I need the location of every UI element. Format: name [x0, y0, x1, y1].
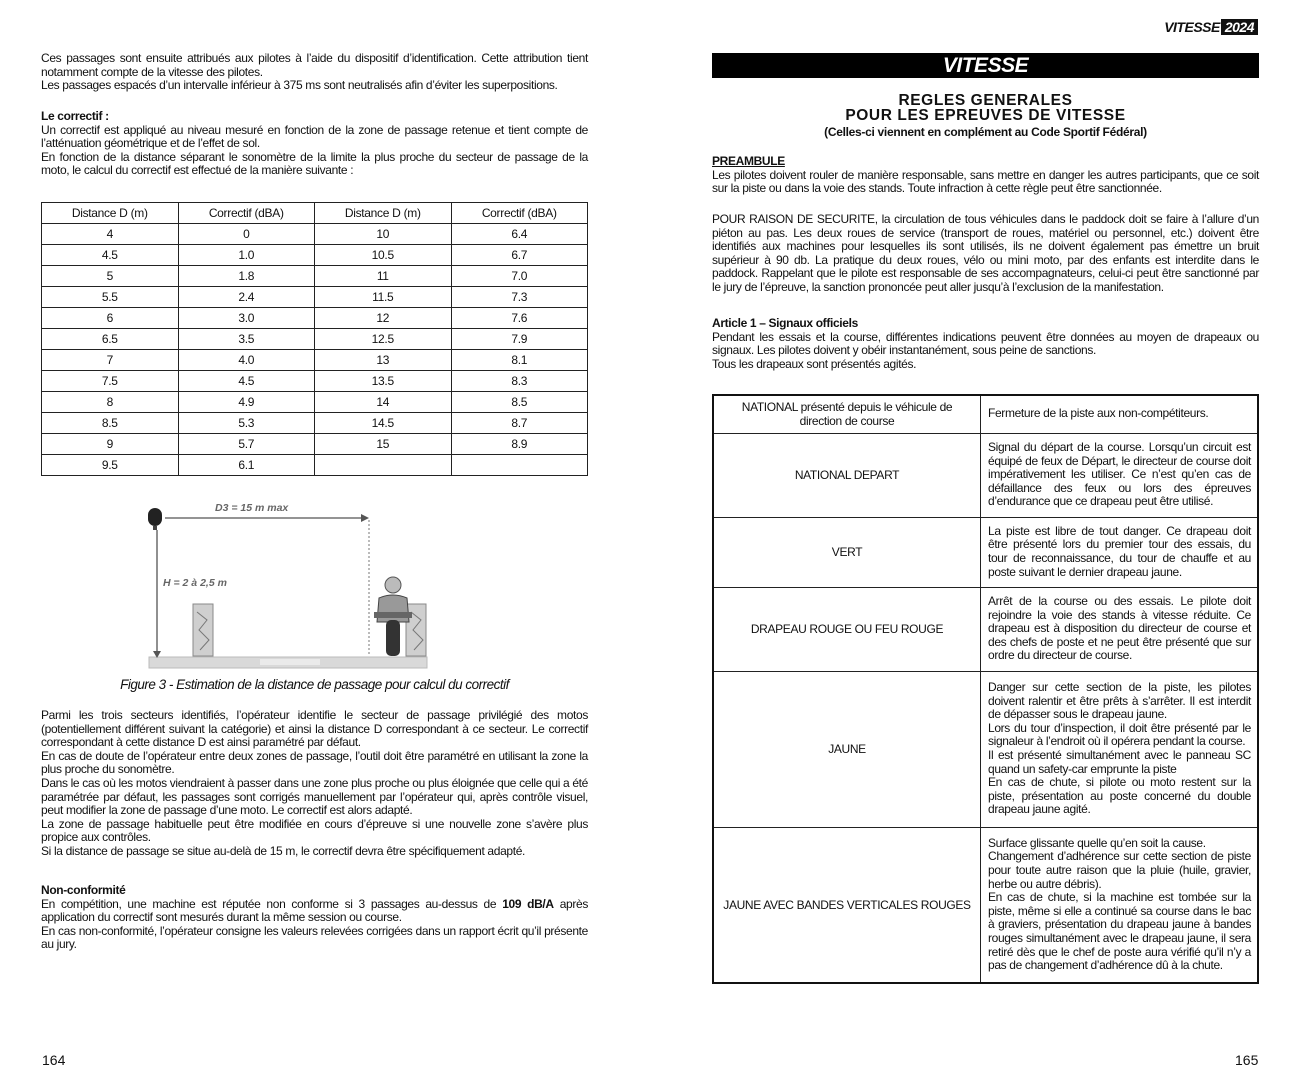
table-row [42, 392, 588, 413]
table-cell: 9.5 [42, 455, 179, 476]
table-cell [315, 455, 452, 476]
intro-paragraph: Les passages espacés d’un intervalle inférieur à 375 ms sont neutralisés afin d’éviter les superpositions. [41, 78, 558, 93]
table-cell: 7.9 [451, 329, 588, 350]
table-row [42, 413, 588, 434]
table-cell: 13.5 [315, 371, 452, 392]
body-paragraph: Dans le cas où les motos viendraient à passer dans une zone plus proche ou plus éloignée que celle qui a été paramétrée par défaut, les passages sont corrigés manuellement par l’opérateur qui, après contrôle visuel, peut modifier la zone de passage d’une moto. Le correctif est alors adapté. [41, 775, 588, 818]
correctif-heading: Le correctif : [41, 109, 109, 123]
table-cell: 2.4 [178, 287, 315, 308]
table-cell: 8.5 [42, 413, 179, 434]
flag-row [713, 587, 1258, 671]
table-cell: 7.0 [451, 266, 588, 287]
table-cell: 4.0 [178, 350, 315, 371]
flag-description-line: En cas de chute, si la machine est tombée sur la piste, même si elle a continué sa course dans le bac à graviers, présentation du drapeau jaune à bandes rouges simultanément avec le drapeau jaune, il sera retiré dès que le chef de poste aura vérifié qu’il n’y a pas de changement d’adhérence dû à la chute. [988, 890, 1251, 973]
correctif-paragraph: En fonction de la distance séparant le sonomètre de la limite la plus proche du secteur de passage de la moto, le calcul du correctif est effectué de la manière suivante : [41, 149, 588, 178]
preambule-paragraph: Les pilotes doivent rouler de manière responsable, sans mettre en danger les autres participants, que ce soit sur la piste ou dans la voie des stands. Toute infraction à cette règle peut être sanctionnée. [712, 167, 1259, 196]
flags-table [712, 394, 1259, 984]
table-row [42, 371, 588, 392]
nonconformite-heading: Non-conformité [41, 883, 126, 897]
nonconformite-paragraph: En cas non-conformité, l’opérateur consigne les valeurs relevées corrigées dans un rapport écrit qu’il présente au jury. [41, 923, 588, 952]
table-cell: 5.5 [42, 287, 179, 308]
table-header: Distance D (m) [315, 203, 452, 224]
flag-row [713, 395, 1258, 433]
body-section [41, 709, 588, 859]
table-row [42, 329, 588, 350]
nonconformite-text: après application du correctif sont mesurés durant la même session ou course. [41, 896, 588, 925]
table-cell: 15 [315, 434, 452, 455]
table-row [42, 266, 588, 287]
table-row [42, 350, 588, 371]
flag-description [981, 587, 1259, 671]
table-cell: 8.7 [451, 413, 588, 434]
table-cell: 5.7 [178, 434, 315, 455]
table-cell: 3.0 [178, 308, 315, 329]
table-cell: 6.4 [451, 224, 588, 245]
running-header [1164, 18, 1258, 36]
flag-row [713, 671, 1258, 827]
flag-description-line: La piste est libre de tout danger. Ce drapeau doit être présenté lors du premier tour des essais, du tour de reconnaissance, du tour de chauffe et au poste suivant le dernier drapeau jaune. [988, 523, 1251, 579]
db-threshold: 109 dB/A [502, 896, 554, 911]
preambule-section [712, 155, 1259, 196]
table-row [42, 308, 588, 329]
table-row [42, 245, 588, 266]
table-row [42, 455, 588, 476]
table-cell: 6.5 [42, 329, 179, 350]
table-header: Correctif (dBA) [178, 203, 315, 224]
flag-name: VERT [713, 517, 981, 587]
passage-distance-figure [145, 500, 430, 672]
nonconformite-paragraph [41, 898, 588, 925]
article1-section [712, 317, 1259, 371]
table-cell: 6.7 [451, 245, 588, 266]
flag-description [981, 517, 1259, 587]
section-banner: VITESSE [712, 53, 1259, 78]
securite-paragraph: POUR RAISON DE SECURITE, la circulation de tous véhicules dans le paddock doit se faire à l’allure d’un piéton au pas. Les deux roues de service (transport de roues, matériel ou personnel, etc.) doivent être identifiés aux machines pour lesquelles ils sont utilisés, ils ne doivent également pas émettre un bruit supérieur à 90 db. La pratique du deux roues, vélo ou mini moto, par des enfants est interdite dans le paddock. Rappelant que le pilote est responsable de ses accompagnateurs, celui-ci peut être sanctionné par le jury de l’épreuve, la sanction prononcée peut aller jusqu’à l’exclusion de la manifestation. [712, 212, 1259, 294]
table-cell: 1.8 [178, 266, 315, 287]
rules-title-line: REGLES GENERALES [898, 92, 1073, 109]
securite-section [712, 213, 1259, 295]
flag-description [981, 827, 1259, 983]
preambule-heading: PREAMBULE [712, 154, 785, 168]
table-cell: 7.6 [451, 308, 588, 329]
flag-row [713, 517, 1258, 587]
correctif-section [41, 110, 588, 178]
correctif-paragraph: Un correctif est appliqué au niveau mesuré en fonction de la zone de passage retenue et tient compte de l’atténuation géométrique et de l’effet de sol. [41, 122, 588, 151]
table-cell: 12.5 [315, 329, 452, 350]
flag-description-line: Arrêt de la course ou des essais. Le pilote doit rejoindre la voie des stands à vitesse réduite. Ce drapeau est à disposition du directeur de course et des chefs de poste et ne peut être présenté que sur ordre du directeur de course. [988, 594, 1251, 663]
page-number: 164 [42, 1052, 66, 1068]
table-row [42, 287, 588, 308]
right-page [650, 0, 1300, 1092]
microphone-icon [148, 508, 162, 530]
table-cell: 8.3 [451, 371, 588, 392]
page-number: 165 [1235, 1052, 1259, 1068]
barrier-right-block [406, 604, 426, 656]
nonconformite-section [41, 884, 588, 952]
table-cell: 10.5 [315, 245, 452, 266]
flag-description-line: Surface glissante quelle qu’en soit la cause. [988, 835, 1206, 850]
table-cell: 13 [315, 350, 452, 371]
header-word: VITESSE [1164, 19, 1220, 35]
header-year: 2024 [1221, 19, 1258, 35]
flag-description [981, 395, 1259, 433]
nonconformite-text: En compétition, une machine est réputée non conforme si 3 passages au-dessus de [41, 896, 503, 911]
table-cell: 7.5 [42, 371, 179, 392]
table-row [42, 434, 588, 455]
table-cell: 11 [315, 266, 452, 287]
left-barrier-icon [193, 604, 213, 656]
table-header: Correctif (dBA) [451, 203, 588, 224]
table-header-row [42, 203, 588, 224]
table-cell: 10 [315, 224, 452, 245]
flag-description-line: Fermeture de la piste aux non-compétiteurs. [988, 406, 1209, 421]
table-cell: 11.5 [315, 287, 452, 308]
table-cell: 14 [315, 392, 452, 413]
flag-row [713, 827, 1258, 983]
table-cell: 8.9 [451, 434, 588, 455]
table-cell: 9 [42, 434, 179, 455]
flag-description [981, 433, 1259, 517]
table-cell: 4 [42, 224, 179, 245]
correctif-table [41, 202, 588, 476]
rules-title [712, 93, 1259, 123]
table-cell: 7.3 [451, 287, 588, 308]
flag-name: NATIONAL DEPART [713, 433, 981, 517]
table-cell: 12 [315, 308, 452, 329]
flag-description-line: En cas de chute, si pilote ou moto restent sur la piste, présentation au poste concerné du double drapeau jaune agité. [988, 775, 1251, 817]
table-cell [451, 455, 588, 476]
distance-arrow-head [361, 514, 369, 522]
table-row [42, 224, 588, 245]
flag-description-line: Signal du départ de la course. Lorsqu’un circuit est équipé de feux de Départ, le directeur de course doit impérativement les utiliser. Ce n’est qu’en cas de défaillance des feux ou lors des épreuves d’endurance que ce drapeau peut être utilisé. [988, 440, 1251, 509]
flag-description-line: Danger sur cette section de la piste, les pilotes doivent ralentir et être prêts à s’arrêter. Il est interdit de dépasser sous le drapeau jaune. [988, 680, 1251, 722]
flag-description-line: Lors du tour d’inspection, il doit être présenté par le signaleur à l’endroit où il opérera pendant la course. [988, 720, 1251, 749]
table-cell: 7 [42, 350, 179, 371]
flag-name: NATIONAL présenté depuis le véhicule de direction de course [713, 395, 981, 433]
body-paragraph: En cas de doute de l’opérateur entre deux zones de passage, l’outil doit être paramétré en utilisant la zone la plus proche du sonomètre. [41, 748, 588, 777]
table-cell: 5.3 [178, 413, 315, 434]
body-paragraph: Si la distance de passage se situe au-delà de 15 m, le correctif devra être spécifiquement adapté. [41, 843, 526, 858]
table-cell: 4.5 [178, 371, 315, 392]
rules-subtitle: (Celles-ci viennent en complément au Code Sportif Fédéral) [824, 125, 1147, 139]
article1-heading: Article 1 – Signaux officiels [712, 316, 858, 330]
article1-paragraph: Tous les drapeaux sont présentés agités. [712, 356, 917, 371]
track-zone [260, 659, 320, 665]
flag-description-line: Changement d’adhérence sur cette section de piste pour toute autre raison que la pluie (huile, gravier, herbe ou autre débris). [988, 849, 1251, 891]
table-header: Distance D (m) [42, 203, 179, 224]
intro-section [41, 52, 588, 93]
body-paragraph: Parmi les trois secteurs identifiés, l’opérateur identifie le secteur de passage privilégié des motos (potentiellement différent suivant la catégorie) et ainsi la distance D correspondant à ce secteur. Le correctif correspondant à cette distance D est ainsi paramétré par défaut. [41, 708, 588, 750]
table-cell: 4.9 [178, 392, 315, 413]
table-cell: 8 [42, 392, 179, 413]
table-cell: 1.0 [178, 245, 315, 266]
flag-description [981, 671, 1259, 827]
figure-caption: Figure 3 - Estimation de la distance de passage pour calcul du correctif [120, 677, 509, 692]
table-cell: 8.1 [451, 350, 588, 371]
flag-row [713, 433, 1258, 517]
intro-paragraph: Ces passages sont ensuite attribués aux pilotes à l’aide du dispositif d’identification. Cette attribution tient notamment compte de la vitesse des pilotes. [41, 51, 588, 79]
table-cell: 4.5 [42, 245, 179, 266]
table-cell: 5 [42, 266, 179, 287]
flag-name: JAUNE AVEC BANDES VERTICALES ROUGES [713, 827, 981, 983]
table-cell: 6.1 [178, 455, 315, 476]
article1-paragraph: Pendant les essais et la course, différentes indications peuvent être données au moyen de drapeaux ou signaux. Les pilotes doivent y obéir instantanément, sous peine de sanctions. [712, 329, 1259, 358]
body-paragraph: La zone de passage habituelle peut être modifiée en cours d’épreuve si une nouvelle zone s’avère plus propice aux contrôles. [41, 816, 588, 845]
table-cell: 0 [178, 224, 315, 245]
h-label: H = 2 à 2,5 m [163, 577, 227, 589]
flag-description-line: Il est présenté simultanément avec le panneau SC quand un safety-car emprunte la piste [988, 748, 1251, 776]
table-cell: 8.5 [451, 392, 588, 413]
table-cell: 3.5 [178, 329, 315, 350]
table-cell: 6 [42, 308, 179, 329]
flag-name: JAUNE [713, 671, 981, 827]
flag-name: DRAPEAU ROUGE OU FEU ROUGE [713, 587, 981, 671]
rules-title-line: POUR LES EPREUVES DE VITESSE [845, 107, 1126, 124]
table-cell: 14.5 [315, 413, 452, 434]
d3-label: D3 = 15 m max [215, 502, 289, 514]
